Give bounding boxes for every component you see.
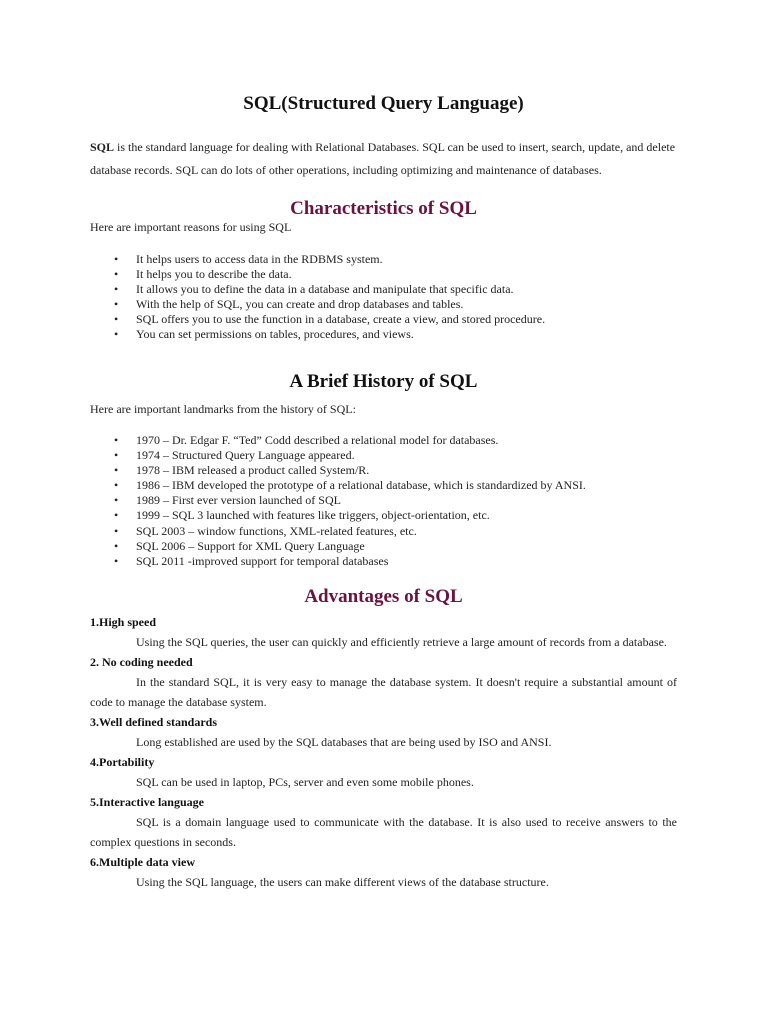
characteristics-heading: Characteristics of SQL: [290, 198, 477, 219]
list-item: • It helps you to describe the data.: [90, 267, 545, 282]
list-item: • With the help of SQL, you can create and drop databases and tables.: [90, 297, 545, 312]
advantage-title: 3.Well defined standards: [90, 715, 218, 729]
list-item: • You can set permissions on tables, procedures, and views.: [90, 327, 545, 342]
list-item: • It allows you to define the data in a database and manipulate that specific data.: [90, 282, 545, 297]
intro-bold-term: SQL: [90, 140, 115, 154]
list-item: • 1999 – SQL 3 launched with features like triggers, object-orientation, etc.: [90, 508, 586, 523]
advantage-text: Long established are used by the SQL databases that are being used by ISO and ANSI.: [136, 735, 552, 749]
advantages-heading: Advantages of SQL: [304, 586, 463, 607]
intro-paragraph: [90, 136, 677, 182]
advantage-title: 1.High speed: [90, 615, 157, 629]
intro-text: is the standard language for dealing with Relational Databases. SQL can be used to insert, search, update, and delete database records. SQL can do lots of other operations, including optimizing and maintenance of databases.: [90, 140, 676, 177]
list-item: • 1989 – First ever version launched of SQL: [90, 493, 586, 508]
characteristics-list: [90, 252, 545, 343]
list-item: • 1970 – Dr. Edgar F. “Ted” Codd described a relational model for databases.: [90, 433, 586, 448]
list-item: • SQL 2003 – window functions, XML-related features, etc.: [90, 524, 586, 539]
advantage-text: SQL is a domain language used to communicate with the database. It is also used to receive answers to the complex questions in seconds.: [90, 815, 677, 849]
advantage-text: Using the SQL language, the users can make different views of the database structure.: [136, 875, 549, 889]
advantage-title: 5.Interactive language: [90, 795, 204, 809]
history-list: [90, 433, 586, 569]
advantage-title: 4.Portability: [90, 755, 155, 769]
list-item: • 1978 – IBM released a product called System/R.: [90, 463, 586, 478]
list-item: • SQL 2011 -improved support for temporal databases: [90, 554, 586, 569]
list-item: • 1974 – Structured Query Language appeared.: [90, 448, 586, 463]
document-title: SQL(Structured Query Language): [243, 93, 524, 114]
list-item: • SQL offers you to use the function in a database, create a view, and stored procedure.: [90, 312, 545, 327]
history-lead: Here are important landmarks from the history of SQL:: [90, 402, 356, 416]
list-item: • 1986 – IBM developed the prototype of a relational database, which is standardized by ANSI.: [90, 478, 586, 493]
list-item: • It helps users to access data in the RDBMS system.: [90, 252, 545, 267]
advantage-text: SQL can be used in laptop, PCs, server and even some mobile phones.: [136, 775, 474, 789]
advantages-list: [90, 612, 677, 892]
history-heading: A Brief History of SQL: [289, 371, 478, 392]
advantage-text: In the standard SQL, it is very easy to manage the database system. It doesn't require a substantial amount of code to manage the database system.: [90, 675, 677, 709]
advantage-title: 6.Multiple data view: [90, 855, 195, 869]
characteristics-lead: Here are important reasons for using SQL: [90, 220, 292, 234]
advantage-text: Using the SQL queries, the user can quickly and efficiently retrieve a large amount of records from a database.: [136, 635, 667, 649]
advantage-title: 2. No coding needed: [90, 655, 193, 669]
list-item: • SQL 2006 – Support for XML Query Language: [90, 539, 586, 554]
